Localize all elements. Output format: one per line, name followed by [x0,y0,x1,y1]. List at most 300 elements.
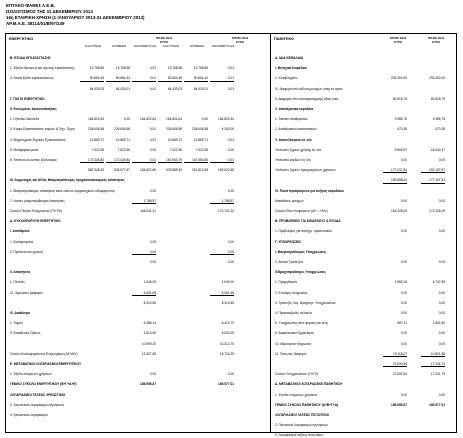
row-label: 3. Κτίρια-Εγκαταστάσεις κτιρίων & Τεχν. Έργα [10,127,75,132]
row-label: ΓΕΝΙΚΟ ΣΥΝΟΛΟ ΠΑΘΗΤΙΚΟΥ (Α+Β+Γ+Δ) [275,402,339,407]
liab-year2: ΧΡΗΣΗ 2012 [427,36,445,40]
table-row [6,189,270,193]
row-value: 50.664,42 [184,76,208,81]
row-value: 0,00 [227,260,234,264]
row-label: 4. Μηχανήματα-Τεχνικές Εγκαταστάσεις [10,137,66,142]
table-row [6,87,270,91]
table-row [6,56,270,60]
row-value: 0,01 [149,127,156,132]
row-label: ΛΟΓΑΡΙΑΣΜΟΙ ΤΑΞΕΩΣ ΧΡΕΩΣΤΙΚΟΙ [10,392,66,397]
table-row [6,229,270,233]
row-value: 0,00 [438,331,445,336]
table-row [6,107,270,111]
assets-title: ΕΝΕΡΓΗΤΙΚΟ [9,37,34,41]
table-row [6,158,270,162]
row-label: 1. Έσοδα επόμενων χρήσεων [275,392,318,397]
assets-currency1: ΕΥΡΩ [160,40,168,45]
row-value: 6.413,70 [221,321,234,326]
row-value: 582.348,32 [88,168,104,173]
row-value: 17.241,73 [430,372,445,377]
row-value: 170.742,20 [218,209,234,213]
col-dep-header: ΑΠΟΣΒΕΣΕΙΣ [111,46,127,48]
table-row [271,393,456,397]
liab-year2-header [419,36,453,44]
row-value: 0,00 [132,250,156,255]
row-label: V. Αποθεματικά κεφάλαια [275,107,314,111]
row-value: 64.433,03 [167,86,182,91]
row-value: 0,00 [201,117,208,122]
table-row [271,260,456,264]
row-label: Δ. ΜΕΤΑΒΑΤΙΚΟΙ ΛΟΓΑΡΙΑΣΜΟΙ ΠΑΘΗΤΙΚΟΥ [275,382,343,387]
table-row [6,342,270,346]
row-value: 0,00 [438,290,445,295]
row-label: Ι. Μακροπρόθεσμες Υποχρεώσεις [275,249,327,254]
row-value: 185.958,57 [140,382,156,387]
row-label: Β. ΠΡΟΒΛΕΨΕΙΣ ΓΙΑ ΚΙΝΔΥΝΟΥΣ & ΕΞΟΔΑ [275,219,341,224]
row-value: 0,00 [438,392,445,397]
row-value: 0,00 [438,341,445,346]
row-value: 1.692,60 [432,321,445,326]
row-value: 6.386,14 [143,321,156,326]
row-value: 0,00 [400,341,407,346]
table-row [6,372,270,376]
row-value: 0,00 [400,229,407,234]
row-value: 60.918,75 [392,96,407,101]
table-row [271,342,456,346]
row-value: 10.413,70 [219,341,234,346]
row-value: 172.426,84 [106,158,130,163]
table-row [6,250,270,254]
row-value: 165.658,61 [383,178,407,183]
table-row [6,280,270,284]
row-label: Σύνολο Υποχρεώσεων (ΓΙ+ΓΙΙ) [275,372,319,377]
row-label: 7. Λοιπές μακροπρόθεσμες Απαιτήσεις [10,198,65,203]
row-value: 0,00 [227,372,234,377]
row-value: 0,00 [438,229,445,234]
table-row [271,66,456,70]
row-label: 1. Προμηθευτές [275,280,298,285]
table-row [271,117,456,121]
row-value: 0,00 [210,250,234,255]
registry-number: ΑΡ.Μ.Α.Ε. 38114/01/Β/97/249 [6,21,65,26]
row-label: IV. Διαφορά από έκδοση μετοχών υπέρ το άρτιο [275,86,343,91]
liab-currency2: ΕΥΡΩ [432,40,440,45]
row-value: 470,38 [435,127,445,132]
assets-year2: ΧΡΗΣΗ 2012 [231,36,249,40]
row-label: 4. Λοιπά έξοδα εγκαταστάσεως [10,76,54,81]
fiscal-year: 16η ΕΤΑΙΡΙΚΗ ΧΡΗΣΗ (1 ΙΑΝΟΥΑΡΙΟΥ 2013-31 ΔΕΚΕΜΒΡΙΟΥ 2013) [6,15,145,20]
row-value: 0,01 [149,66,156,71]
liab-year1: ΧΡΗΣΗ 2013 [389,36,407,40]
row-value: -177.037,84 [383,168,407,173]
row-value: 13.768,58 [193,66,208,71]
row-value: 3.985,75 [394,117,407,122]
row-label: 4. Χρεωστικοί λογαριασμοί [10,413,48,417]
document-header [6,3,145,27]
table-row [271,403,456,407]
row-value: 4.613,06 [143,331,156,336]
row-value: 0,00 [400,198,407,203]
table-row [6,148,270,152]
row-label: Σύνολο Κυκλοφορούντος Ενεργητικού (ΔΙΙ+ΔΙV) [10,351,78,356]
row-label: 1. Έξοδα ιδρύσεως και πρώτης εγκατάστασης [10,66,75,71]
row-value: 526.577,67 [114,168,130,173]
row-label: Σύνολο Παγίου Ενεργητικού (ΓΙΙ+ΓΙΙΙ) [10,209,63,213]
table-row [271,209,456,213]
row-value: 0,00 [400,311,407,315]
row-value: 0,01 [149,86,156,91]
table-row [271,280,456,284]
liabilities-title: ΠΑΘΗΤΙΚΟ [274,37,294,41]
row-label: 1. Προβλέψεις για αποζημ. προσωπικού [275,229,332,234]
table-row [6,66,270,70]
row-label: 2. Δάνεια Τραπεζών [275,260,304,264]
row-value: 167.653,79 [158,158,182,163]
balance-sheet-frame [5,33,457,438]
row-label: 1. Έξοδα επόμενων χρήσεων [10,372,52,377]
row-label: 5. Μεταφορικά μέσα [10,147,39,152]
row-value: 0,00 [438,300,445,305]
row-value: 13.768,58 [167,66,182,71]
row-label: Γ. ΠΑΓΙΟ ΕΝΕΡΓΗΤΙΚΟ [10,96,45,101]
row-value: -152.197,97 [421,168,445,173]
row-label: 1. Πελάτες [10,280,25,285]
col-dep-header-2: ΑΠΟΣΒΕΣΕΙΣ [189,46,205,48]
row-label: 6. Ασφαλιστικοί Οργανισμοί [275,331,314,336]
row-value: 1.788,57 [210,199,234,204]
row-value: 226.606,58 [88,127,104,132]
row-value: 10.869,71 [115,137,130,142]
row-value: 169.022,65 [218,168,234,173]
table-row [6,240,270,244]
row-value: 0,01 [210,76,234,81]
row-value: -9.605,57 [393,147,407,152]
row-value: 1.649,00 [221,280,234,285]
row-label: 5. Υποχρεώσεις από φόρους και τέλη [275,321,328,326]
table-row [6,382,270,386]
row-value: 164.822,64 [88,117,104,122]
row-value: 0,00 [438,198,445,203]
row-value: 19.307,85 [141,351,156,356]
row-label: Ι. Μετοχικό Κεφάλαιο [275,66,307,71]
table-row [6,321,270,325]
table-row [6,393,270,397]
row-value: 0,01 [227,137,234,142]
table-row [271,321,456,325]
row-value: 0,00 [123,117,130,122]
row-value: 64.433,03 [89,86,104,91]
row-label: Β. ΕΞΟΔΑ ΕΓΚΑΤΑΣΤΑΣΗΣ [10,56,51,60]
row-value: 4.747,55 [432,280,445,285]
row-label: Α. ΙΔΙΑ ΚΕΦΑΛΑΙΑ [275,56,304,60]
row-value: 0,00 [438,260,445,264]
row-value: 19.118,27 [383,352,407,357]
row-value: 0,00 [149,147,156,152]
table-row [6,97,270,101]
table-row [6,76,270,80]
table-row [271,372,456,376]
row-value: 164.428,03 [391,209,407,213]
table-row [6,331,270,335]
row-label: Καταθέσεις μετόχων [275,198,304,203]
table-row [6,168,270,172]
table-row [271,423,456,427]
table-row [271,229,456,233]
table-row [6,178,270,182]
row-value: 10.999,20 [141,341,156,346]
table-row [6,127,270,131]
balance-sheet-title: ΙΣΟΛΟΓΙΣΜΟΣ ΤΗΣ 31 ΔΕΚΕΜΒΡΙΟΥ 2013 [6,9,93,14]
table-row [271,148,456,152]
row-value: 7.622,56 [117,147,130,152]
table-row [271,189,456,193]
row-value: 0,00 [149,260,156,264]
table-row [271,413,456,417]
row-label: ΙΙ. Ενσώματες Ακινητοποιήσεις [10,107,57,111]
row-label: 6. Έπιπλα και λοιπός εξοπλισμός [10,158,57,162]
row-value: 0,00 [227,188,234,193]
row-label: ΛΟΓΑΡΙΑΣΜΟΙ ΤΑΞΕΩΣ ΠΙΣΤΩΤΙΚΟΙ [275,413,329,417]
table-row [271,127,456,131]
company-name: ΕΠΤΑΚΟ-ΦΑΘΕΣ Α.Ε.Β. [6,3,55,8]
table-row [271,311,456,315]
row-value: 7.622,56 [91,147,104,152]
row-value: 0,00 [400,158,407,162]
row-value: 50.664,45 [158,76,182,81]
table-row [271,97,456,101]
row-value: 164.822,65 [140,168,156,173]
row-value: 21.530,54 [392,372,407,377]
row-label: 4. Λογαριασμοί ταξεως πιστωτικοί [275,433,323,438]
row-value: 177.157,81 [421,178,445,183]
row-label: 2. Προϊόντα και ημιτελή [10,249,43,254]
row-value: 0,01 [227,66,234,71]
row-value: 50.664,45 [80,76,104,81]
row-value: 10.869,72 [89,137,104,142]
row-value: 293.300,00 [429,76,445,81]
liabilities-panel [271,34,456,438]
row-value: 60.918,75 [430,96,445,101]
row-value: 1.649,00 [143,280,156,285]
row-value: 8.310,65 [221,300,234,305]
row-value: 166.611,21 [140,209,156,213]
row-label: 11. Χρεώστες Διάφοροι [10,290,43,295]
col-net-header: ΑΝΑΠΟΣΒΕΣΤΗ ΑΞΙΑ [133,46,157,48]
table-row [6,311,270,315]
col-net-header-2: ΑΝΑΠΟΣΒΕΣΤΗ ΑΞΙΑ [211,46,235,48]
assets-currency2: ΕΥΡΩ [236,40,244,45]
table-row [271,433,456,437]
row-label: Υπόλοιπο ζημιών χρήσης εις νέο [275,147,322,152]
row-value: 18.724,25 [219,351,234,356]
row-label: V. Αποτελέσματα εις νέο [275,137,312,142]
table-row [6,291,270,295]
table-row [271,76,456,80]
table-row [271,107,456,111]
liab-year1-header [381,36,415,44]
row-label: ΓΕΝΙΚΟ ΣΥΝΟΛΟ ΕΝΕΡΓΗΤΙΚΟΥ (Β+Γ+Δ+Ε) [10,382,77,387]
table-row [271,168,456,172]
table-row [6,301,270,305]
table-row [6,413,270,417]
row-value: 0,00 [227,239,234,244]
row-value: 470,38 [397,127,407,132]
table-row [271,240,456,244]
row-label: 1. Ταμείο [10,321,23,326]
row-label: Υπόλοιπο ζημιών προηγούμενων χρήσεων [275,168,336,173]
assets-year2-header [212,36,268,44]
row-value: 172.326,09 [429,209,445,213]
row-label: 3. Διαφορές από αναπροσαρμογή αξίας λοιπ. [275,96,340,101]
row-label: 2. Αποθεματικό καταστατικών [275,127,317,132]
row-value: 226.606,58 [192,127,208,132]
table-row [271,250,456,254]
row-value: 7.622,56 [195,147,208,152]
table-row [271,382,456,386]
row-value: 0,01 [149,137,156,142]
row-label: 11. Πιστωτές διάφοροι [275,351,307,356]
row-value: 64.433,01 [115,86,130,91]
row-value: 0,00 [149,372,156,377]
row-value: 64.433,01 [193,86,208,91]
row-value: 17.241,73 [421,362,445,367]
row-value: 0,00 [149,188,156,193]
row-value: 10.869,71 [193,137,208,142]
row-value: 167.653,80 [184,158,208,163]
assets-year1-header [136,36,192,44]
table-row [6,362,270,366]
table-row [271,138,456,142]
row-label: IV. Διαθέσιμα [10,311,30,315]
row-value: 226.606,58 [166,127,182,132]
row-value: 189.577,01 [218,382,234,387]
row-value: 0,00 [400,260,407,264]
row-value: 1.788,57 [132,199,156,204]
row-label: Ι. Αποθέματα [10,229,30,234]
row-label: VI. Ποσά προορισμένα για αύξηση κεφαλαίου [275,188,345,193]
row-value: 7.622,56 [169,147,182,152]
row-value: 0,00 [149,239,156,244]
row-value: 857,11 [397,321,407,326]
table-row [271,199,456,203]
row-value: 164.822,64 [166,117,182,122]
row-label: 3. Τράπεζες Λογ. Βραχυπρ. Υποχρεώσεων [275,300,336,305]
row-value: 189.577,01 [429,402,445,407]
col-cost-header-2: ΑΞΙΑ ΚΤΗΣΕΩΣ [162,46,180,48]
row-label: Γ. ΥΠΟΧΡΕΩΣΕΙΣ [275,239,301,244]
table-row [6,138,270,142]
row-value: 4.200,00 [221,127,234,132]
row-value: 164.822,64 [140,117,156,122]
row-label: Σύνολο Ιδίων Κεφαλαίων (ΑΙ+...+ΑΙV) [275,209,328,213]
row-value: 0,00 [400,331,407,336]
table-row [6,117,270,121]
row-value: 0,01 [132,158,156,163]
table-row [271,178,456,182]
liab-currency1: ΕΥΡΩ [394,40,402,45]
assets-year1: ΧΡΗΣΗ 2013 [155,36,173,40]
row-label: 1. Μακροπρόθεσμες απαιτήσεις κατά λοιπών συμμετοχικού ενδιαφέροντος [10,188,115,193]
table-row [271,56,456,60]
row-label: ΙΙ.Βραχυπρόθεσμες Υποχρεώσεις [275,270,326,275]
row-label: 2. Πιστωτικοί λογαριασμοί εγγυήσεων [275,423,328,428]
assets-panel [6,34,270,432]
table-row [271,158,456,162]
table-row [271,301,456,305]
row-label: ΙΙ. Απαιτήσεις [10,270,31,275]
row-value: 0,00 [400,290,407,295]
row-value: 21.530,54 [383,362,407,367]
row-label: 2. Επιταγές πληρωτέες [275,290,308,295]
row-label: ΙΙΙ. Συμμετοχές και Άλλες Μακροπρόθεσμες Χρηματοοικονομικές Απαιτήσεις [10,178,125,183]
table-row [6,403,270,407]
row-value: 578.585,30 [166,168,182,173]
row-value: 10.801,58 [421,352,445,357]
table-row [271,331,456,335]
row-value: 8.310,65 [143,300,156,305]
row-value: 293.300,00 [391,76,407,81]
row-label: Υπόλοιπο κερδών εις νέο [275,158,311,162]
row-value: -24.642,47 [429,147,445,152]
table-row [271,87,456,91]
table-row [6,199,270,203]
row-label: Ε. ΜΕΤΑΒΑΤΙΚΟΙ ΛΟΓΑΡΙΑΣΜΟΙ ΕΝΕΡΓΗΤΙΚΟΥ [10,362,82,366]
row-value: 185.958,57 [391,402,407,407]
row-value: 3.985,75 [432,117,445,122]
row-label: 4. Προκαταβολές πελατών [275,311,313,315]
row-value: 0,00 [400,300,407,305]
table-row [6,260,270,264]
table-row [271,270,456,274]
row-value: 0,01 [210,158,234,163]
row-value: 13.768,58 [115,66,130,71]
row-label: 3. Καταθέσεις Όψεως [10,331,41,336]
col-cost-header: ΑΞΙΑ ΚΤΗΣΕΩΣ [84,46,102,48]
row-label: 1. Γήπεδα-Οικόπεδα [10,117,40,122]
table-row [271,219,456,223]
row-value: 0,01 [227,86,234,91]
row-value: 6.000,00 [221,331,234,336]
row-value: 226.606,58 [114,127,130,132]
table-row [6,209,270,213]
row-value: 6.661,65 [132,291,156,296]
table-row [6,270,270,274]
row-value: 50.664,42 [106,76,130,81]
row-value: 6.661,65 [210,291,234,296]
row-value: 0,01 [132,76,156,81]
table-row [6,352,270,356]
row-value: 0,00 [438,158,445,162]
row-label: 1. Τακτικό αποθεματικό [275,117,308,122]
table-row [271,362,456,366]
row-value: 1.555,16 [394,280,407,285]
row-value: 0,00 [438,311,445,315]
row-label: Δ. ΚΥΚΛΟΦΟΡΟΥΝ ΕΝΕΡΓΗΤΙΚΟ [10,219,61,224]
table-row [271,291,456,295]
row-label: 10. Μερίσματα πληρωτέα [275,341,311,346]
row-value: 172.426,82 [80,158,104,163]
row-value: 321.812,65 [192,168,208,173]
table-row [6,219,270,223]
row-label: 2. Χρεωστικοί λογαριασμοί εγγυήσεων [10,402,65,407]
row-value: 0,00 [227,147,234,152]
row-label: 1. Εμπορεύματα [10,239,34,244]
row-value: 10.869,72 [167,137,182,142]
row-value: 13.768,58 [89,66,104,71]
row-label: 1. Καταβλημένο [275,76,298,81]
row-value: 164.822,64 [218,117,234,122]
row-value: 0,00 [400,392,407,397]
